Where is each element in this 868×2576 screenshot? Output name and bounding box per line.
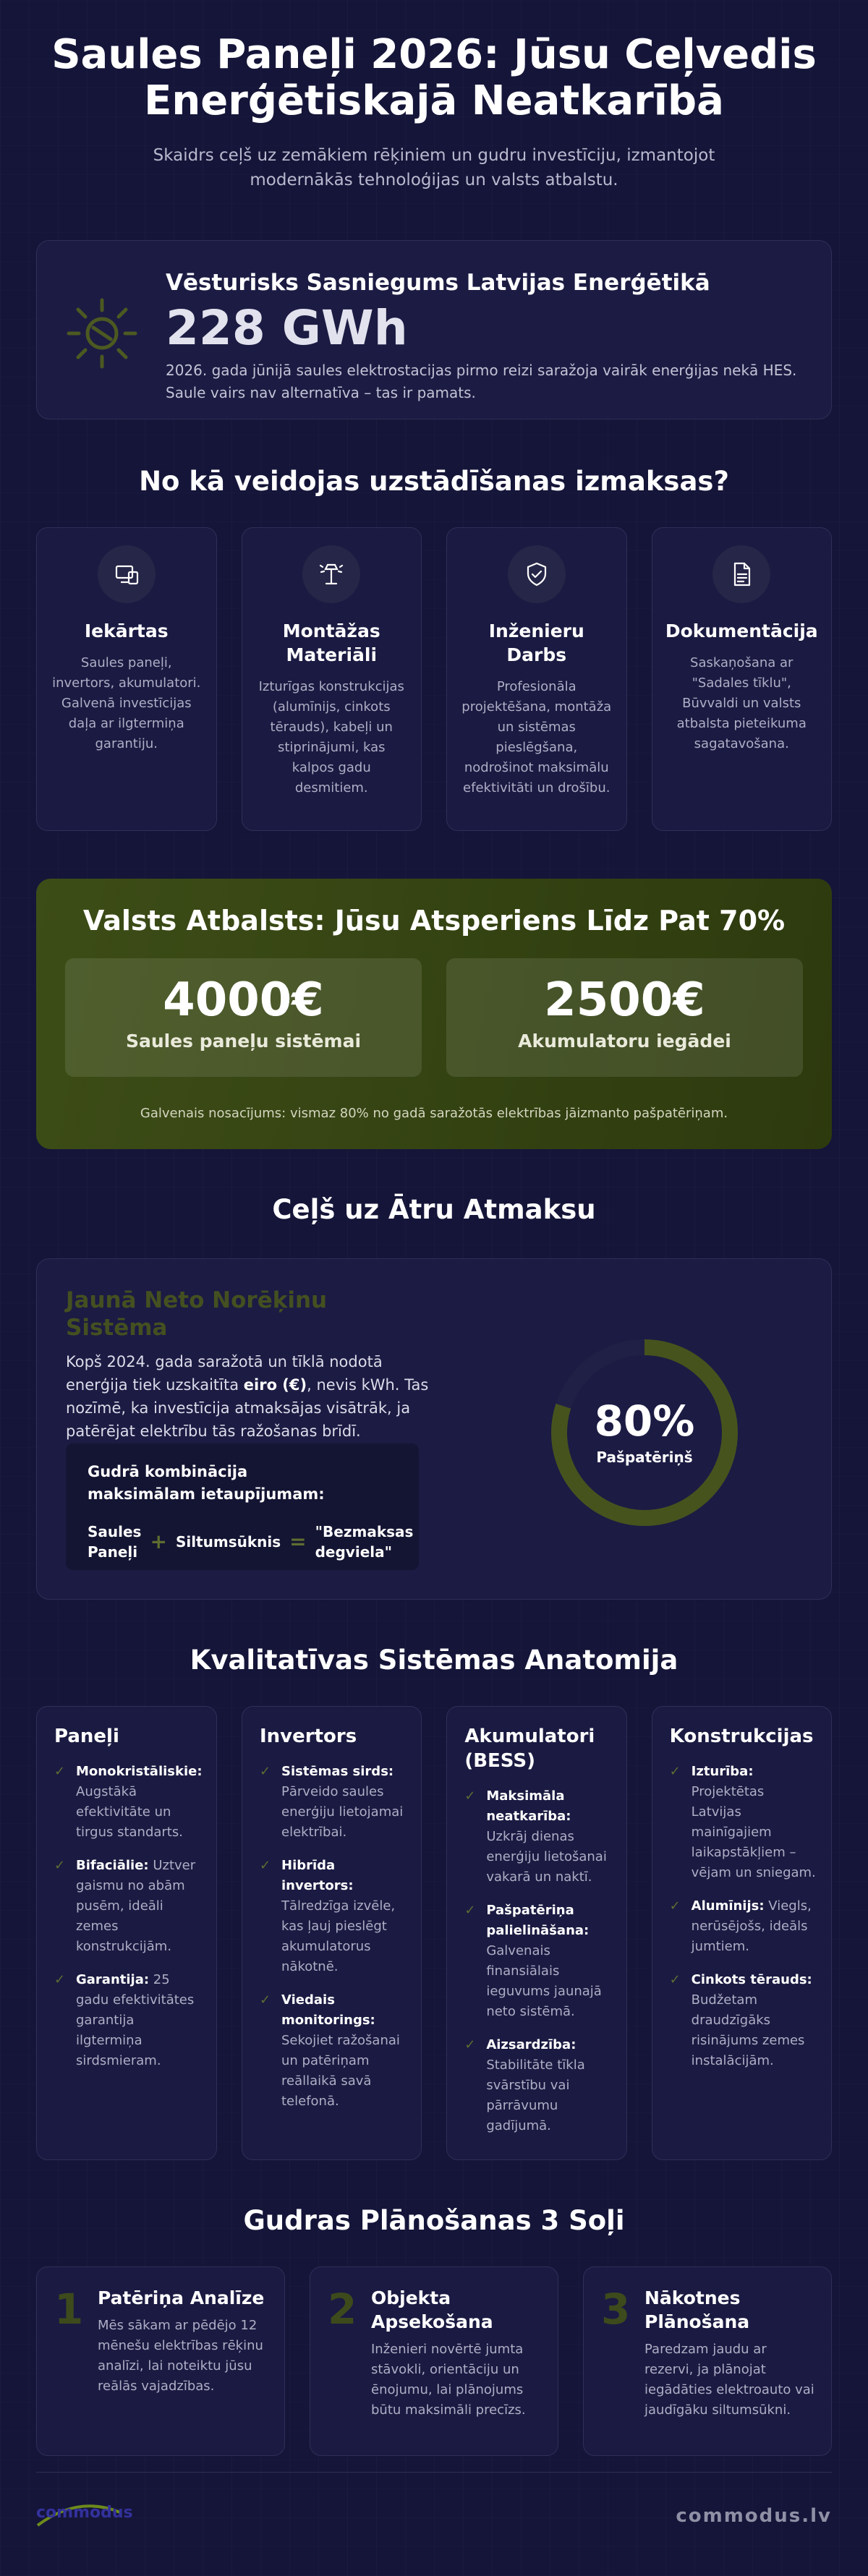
amount-value: 2500€ xyxy=(544,973,705,1027)
anatomy-item-text xyxy=(486,1901,611,2022)
body-bold: eiro (€) xyxy=(243,1376,307,1394)
cost-title: Montāžas Materiāli xyxy=(282,620,380,665)
anatomy-item-text xyxy=(76,1970,202,2071)
anatomy-item-detail: Projektētas Latvijas mainīgajiem laikapstākļiem – vējam un sniegam. xyxy=(691,1784,816,1880)
page-title xyxy=(36,0,832,124)
check-icon: ✓ xyxy=(260,1764,271,1779)
step-number: 1 xyxy=(54,2285,84,2334)
net-billing-card xyxy=(36,1258,832,1600)
support-amounts xyxy=(65,958,803,1077)
anatomy-list-item xyxy=(54,1970,202,2071)
footer-divider xyxy=(36,2472,832,2473)
anatomy-item-text xyxy=(486,2035,611,2136)
check-icon: ✓ xyxy=(669,1898,681,1914)
equals-sign: = xyxy=(289,1530,307,1553)
net-billing-title: Jaunā Neto Norēķinu Sistēma xyxy=(66,1287,328,1341)
anatomy-item-heading: Garantija: xyxy=(76,1972,150,1987)
anatomy-item-heading: Alumīnijs: xyxy=(691,1898,765,1914)
costs-grid xyxy=(36,527,832,831)
record-label: Vēsturisks Sasniegums Latvijas Enerģētikā xyxy=(166,270,710,296)
lamp-icon xyxy=(302,545,360,603)
combo-equation xyxy=(88,1522,414,1562)
check-icon: ✓ xyxy=(669,1764,681,1779)
title-line-2: Enerģētiskajā Neatkarībā xyxy=(144,77,724,124)
anatomy-item-detail: Tālredzīga izvēle, kas ļauj pieslēgt akumulatorus nākotnē. xyxy=(281,1898,396,1974)
cost-description: Saules paneļi, invertors, akumulatori. Galvenā investīcijas daļa ar ilgtermiņa garantiju. xyxy=(52,655,201,751)
anatomy-card-title: Konstrukcijas xyxy=(669,1726,814,1747)
check-icon: ✓ xyxy=(260,1992,271,2008)
check-icon: ✓ xyxy=(464,2037,476,2052)
anatomy-item-detail: Uztver gaismu no abām pusēm, ideāli zemes konstrukcijām. xyxy=(76,1858,196,1954)
cost-title: Dokumentācija xyxy=(665,620,818,641)
anatomy-item-detail: Budžetam draudzīgāks risinājums zemes instalācijām. xyxy=(691,1992,805,2068)
steps-grid xyxy=(36,2266,832,2456)
payback-section-title: Ceļš uz Ātru Atmaksu xyxy=(272,1194,596,1225)
anatomy-list-item xyxy=(54,1856,202,1957)
check-icon: ✓ xyxy=(54,1858,66,1873)
cost-title: Inženieru Darbs xyxy=(488,620,584,665)
anatomy-card xyxy=(36,1706,217,2160)
anatomy-item-heading: Viedais monitorings: xyxy=(281,1992,375,2028)
amount-box-panels xyxy=(65,958,422,1077)
check-icon: ✓ xyxy=(260,1858,271,1873)
step-card xyxy=(310,2266,558,2456)
devices-icon xyxy=(98,545,156,603)
check-icon: ✓ xyxy=(464,1788,476,1804)
cost-card-engineering xyxy=(446,527,627,831)
anatomy-item-text xyxy=(692,1970,817,2071)
step-card xyxy=(583,2266,832,2456)
anatomy-item-detail: Augstākā efektivitāte un tirgus standarts. xyxy=(76,1784,183,1840)
anatomy-item-heading: Monokristāliskie: xyxy=(76,1764,203,1779)
anatomy-item-text xyxy=(76,1856,202,1957)
steps-section-title: Gudras Plānošanas 3 Soļi xyxy=(243,2205,625,2236)
sun-icon xyxy=(64,296,140,371)
anatomy-item-detail: Pārveido saules enerģiju lietojamai elektrībai. xyxy=(281,1784,404,1840)
anatomy-item-text xyxy=(281,1990,407,2112)
anatomy-list-item xyxy=(260,1762,407,1843)
anatomy-item-heading: Pašpatēriņa palielināšana: xyxy=(486,1903,590,1938)
anatomy-item-text xyxy=(281,1762,407,1843)
step-number: 2 xyxy=(328,2285,357,2334)
amount-label: Saules paneļu sistēmai xyxy=(125,1031,362,1052)
anatomy-item-text xyxy=(692,1762,817,1883)
anatomy-list-item xyxy=(260,1990,407,2112)
anatomy-item-detail: Stabilitāte tīkla svārstību vai pārrāvumu gadījumā. xyxy=(486,2057,585,2133)
cost-description: Profesionāla projektēšana, montāža un sistēmas pieslēgšana, nodrošinot maksimālu efektivitāti un drošību. xyxy=(461,679,612,796)
anatomy-item-heading: Bifaciālie: xyxy=(76,1858,149,1873)
plus-sign: + xyxy=(150,1530,167,1553)
step-title: Nākotnes Plānošana xyxy=(644,2287,750,2332)
anatomy-item-text xyxy=(486,1786,611,1888)
record-card xyxy=(36,240,832,419)
anatomy-item-detail: Uzkrāj dienas enerģiju lietošanai vakarā un naktī. xyxy=(486,1829,607,1885)
combo-title: Gudrā kombinācija maksimālam ietaupījumam: xyxy=(88,1463,325,1503)
anatomy-list-item xyxy=(464,2035,611,2136)
step-description: Mēs sākam ar pēdējo 12 mēnešu elektrības rēķinu analīzi, lai noteiktu jūsu reālās vajadzības. xyxy=(98,2318,263,2394)
logo-text: commodus xyxy=(36,2504,133,2522)
combo-item-panels: Saules Paneļi xyxy=(88,1523,142,1561)
anatomy-item-heading: Aizsardzība: xyxy=(486,2037,576,2052)
anatomy-item-heading: Cinkots tērauds: xyxy=(691,1972,812,1987)
check-icon: ✓ xyxy=(54,1972,66,1987)
anatomy-item-detail: Sekojiet ražošanai un patēriņam reāllaikā savā telefonā. xyxy=(281,2033,400,2109)
step-description: Inženieri novērtē jumta stāvokli, orientāciju un ēnojumu, lai plānojums būtu maksimāli precīzs. xyxy=(371,2342,526,2418)
support-title: Valsts Atbalsts: Jūsu Atsperiens Līdz Pat 70% xyxy=(82,905,786,937)
support-condition-note: Galvenais nosacījums: vismaz 80% no gadā saražotās elektrības jāizmanto pašpatēriņam. xyxy=(140,1106,728,1121)
anatomy-list-item xyxy=(670,1896,817,1957)
anatomy-list-item xyxy=(670,1970,817,2071)
anatomy-item-detail: 25 gadu efektivitātes garantija ilgtermiņa sirdsmieram. xyxy=(76,1972,195,2068)
record-value: 228 GWh xyxy=(166,300,408,356)
body-text: Kopš 2024. gada saražotā un tīklā nodotā enerģija tiek uzskaitīta xyxy=(66,1353,383,1394)
body-text: , nevis kWh. Tas nozīmē, ka investīcija atmaksājas visātrāk, ja patērējat elektrību tās ražošanas brīdī. xyxy=(66,1376,429,1440)
cost-title: Iekārtas xyxy=(84,620,169,641)
cost-card-documentation xyxy=(652,527,833,831)
cost-description: Izturīgas konstrukcijas (alumīnijs, cinkots tērauds), kabeļi un stiprinājumi, kas kalpos gadu desmitiem. xyxy=(258,679,404,796)
step-number: 3 xyxy=(601,2285,631,2334)
anatomy-item-heading: Hibrīda invertors: xyxy=(281,1858,354,1893)
anatomy-item-heading: Maksimāla neatkarība: xyxy=(486,1788,571,1824)
document-icon xyxy=(712,545,770,603)
step-body xyxy=(371,2286,543,2455)
anatomy-card-title: Invertors xyxy=(260,1726,357,1747)
anatomy-list-item xyxy=(464,1786,611,1888)
ring-value: 80% xyxy=(594,1396,695,1446)
combo-result: "Bezmaksas degviela" xyxy=(315,1523,414,1561)
amount-label: Akumulatoru iegādei xyxy=(518,1031,731,1052)
anatomy-item-detail: Viegls, nerūsējošs, ideāls jumtiem. xyxy=(691,1898,812,1954)
anatomy-card xyxy=(446,1706,626,2160)
anatomy-section-title: Kvalitatīvas Sistēmas Anatomija xyxy=(190,1645,678,1676)
anatomy-item-heading: Izturība: xyxy=(691,1764,754,1779)
check-icon: ✓ xyxy=(54,1764,66,1779)
anatomy-item-text xyxy=(281,1856,407,1977)
anatomy-item-detail: Galvenais finansiālais ieguvums jaunajā neto sistēmā. xyxy=(486,1943,602,2019)
anatomy-item-text xyxy=(76,1762,203,1843)
shield-check-icon xyxy=(508,545,566,603)
anatomy-list-item xyxy=(260,1856,407,1977)
footer-domain[interactable]: commodus.lv xyxy=(676,2505,832,2527)
amount-box-batteries xyxy=(446,958,803,1077)
costs-section-title: No kā veidojas uzstādīšanas izmaksas? xyxy=(139,466,729,497)
anatomy-card xyxy=(652,1706,832,2160)
record-description: 2026. gada jūnijā saules elektrostacijas pirmo reizi saražoja vairāk enerģijas nekā HES. Saule vairs nav alternatīva – tas ir pamats. xyxy=(166,362,797,401)
anatomy-card-title: Akumulatori (BESS) xyxy=(464,1726,595,1772)
ring-label: Pašpatēriņš xyxy=(596,1449,693,1466)
cost-card-equipment xyxy=(36,527,217,831)
state-support-panel xyxy=(36,879,832,1149)
cost-description: Saskaņošana ar "Sadales tīklu", Būvvaldi un valsts atbalsta pieteikuma sagatavošana. xyxy=(676,655,807,751)
anatomy-list-item xyxy=(464,1901,611,2022)
anatomy-item-heading: Sistēmas sirds: xyxy=(281,1764,394,1779)
step-title: Objekta Apsekošana xyxy=(371,2287,493,2332)
anatomy-card xyxy=(242,1706,422,2160)
title-line-1: Saules Paneļi 2026: Jūsu Ceļvedis xyxy=(51,31,817,78)
anatomy-card-title: Paneļi xyxy=(54,1726,119,1747)
net-billing-body xyxy=(66,1350,442,1443)
anatomy-item-text xyxy=(692,1896,817,1957)
step-body xyxy=(644,2286,817,2455)
cost-card-materials xyxy=(242,527,422,831)
step-card xyxy=(36,2266,285,2456)
check-icon: ✓ xyxy=(464,1903,476,1918)
anatomy-grid xyxy=(36,1706,832,2160)
step-body xyxy=(98,2286,270,2455)
step-description: Paredzam jaudu ar rezervi, ja plānojat iegādāties elektroauto vai jaudīgāku siltumsūkni. xyxy=(644,2342,814,2418)
step-title: Patēriņa Analīze xyxy=(98,2287,265,2308)
page-subtitle: Skaidrs ceļš uz zemākiem rēķiniem un gudru investīciju, izmantojot modernākās tehnoloģijas un valsts atbalstu. xyxy=(153,146,715,189)
anatomy-list-item xyxy=(670,1762,817,1883)
amount-value: 4000€ xyxy=(163,973,324,1027)
smart-combo-box xyxy=(66,1443,419,1570)
check-icon: ✓ xyxy=(669,1972,681,1987)
anatomy-list-item xyxy=(54,1762,202,1843)
combo-item-heatpump: Siltumsūknis xyxy=(175,1533,281,1551)
